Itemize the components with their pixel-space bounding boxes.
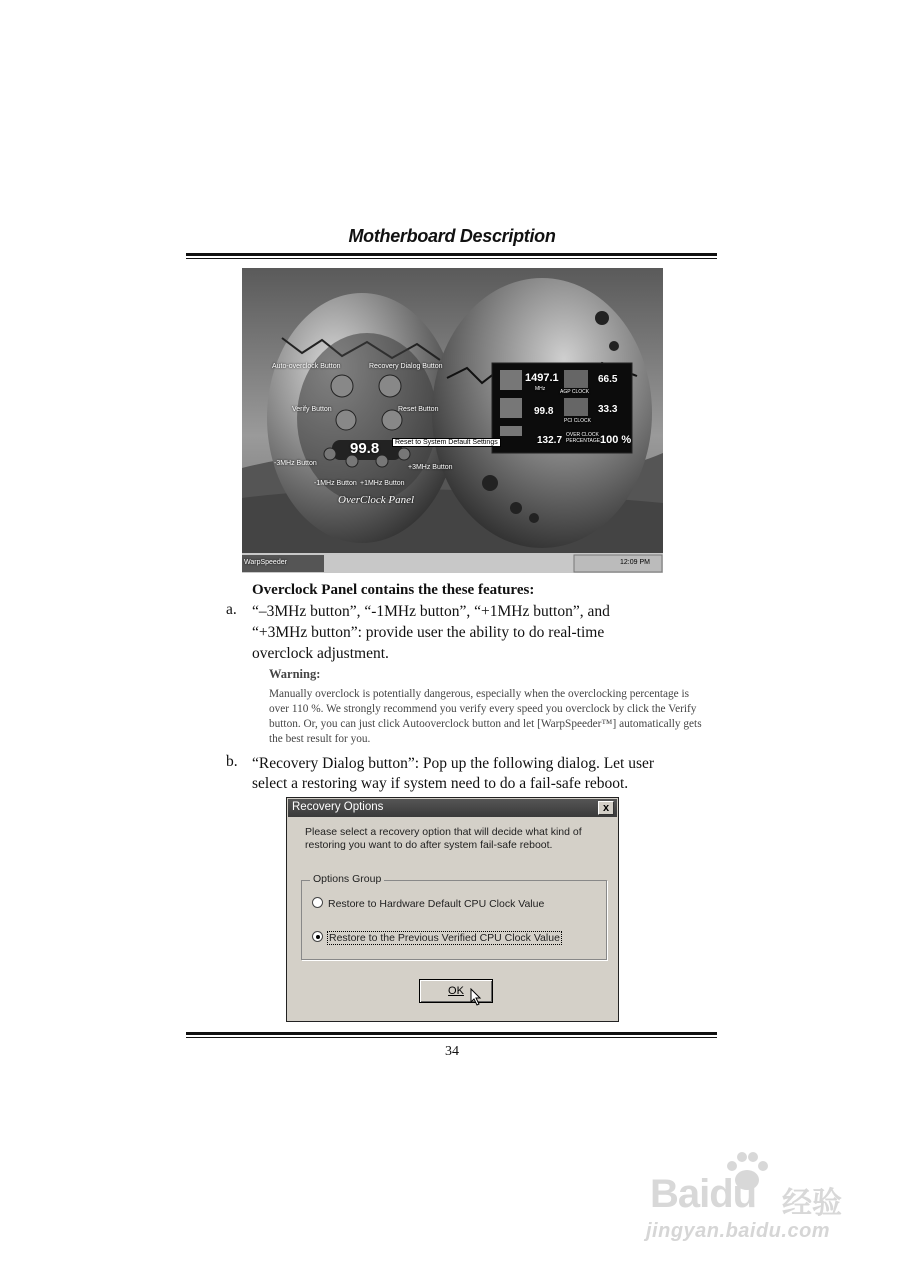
options-group <box>301 873 607 960</box>
cpu-clock-readout: 99.8 <box>534 406 554 417</box>
cpu-speed-unit: MHz <box>535 386 546 392</box>
item-b-line-1: “Recovery Dialog button”: Pop up the following dialog. Let user <box>252 755 655 772</box>
label-plus1mhz-button: +1MHz Button <box>360 480 405 487</box>
pci-clock-readout: 33.3 <box>598 404 618 415</box>
page-header-title: Motherboard Description <box>348 226 556 246</box>
close-icon[interactable]: x <box>598 801 614 815</box>
dialog-title: Recovery Options <box>292 801 384 813</box>
item-a-line-3: overclock adjustment. <box>252 645 389 662</box>
agp-clock-readout: 66.5 <box>598 374 618 385</box>
overclock-panel-logo: OverClock Panel <box>338 494 415 506</box>
option-previous-verified-label: Restore to the Previous Verified CPU Clock Value <box>329 932 560 944</box>
radio-hardware-default[interactable] <box>312 897 323 908</box>
warning-title: Warning: <box>269 667 321 681</box>
mouse-cursor-icon <box>470 988 482 1006</box>
overclock-panel-screenshot <box>242 268 663 573</box>
header-rule-thin <box>186 258 717 259</box>
item-a-line-1: “–3MHz button”, “-1MHz button”, “+1MHz button”, and <box>252 603 610 620</box>
label-minus1mhz-button: -1MHz Button <box>314 480 357 487</box>
label-reset-button: Reset Button <box>398 406 439 413</box>
features-heading: Overclock Panel contains the these features: <box>252 582 535 598</box>
item-b-line-2: select a restoring way if system need to do a fail-safe reboot. <box>252 775 629 792</box>
baidu-watermark <box>640 1150 870 1250</box>
reset-tooltip: Reset to System Default Settings <box>392 438 501 447</box>
item-b-marker: b. <box>226 753 238 770</box>
option-previous-verified[interactable] <box>312 931 561 944</box>
option-hardware-default[interactable] <box>312 897 544 910</box>
options-group-label: Options Group <box>310 873 384 885</box>
recovery-options-dialog <box>286 797 619 1022</box>
taskbar-clock: 12:09 PM <box>620 559 650 566</box>
label-auto-overclock-button: Auto-overclock Button <box>272 363 341 370</box>
header-rule-thick <box>186 253 717 256</box>
watermark-suffix: 经验 <box>782 1186 842 1221</box>
radio-previous-verified[interactable] <box>312 931 323 942</box>
ok-button-label: OK <box>448 985 464 997</box>
item-a-marker: a. <box>226 601 237 618</box>
taskbar-app-label: WarpSpeeder <box>244 559 287 566</box>
footer-rule-thin <box>186 1037 717 1038</box>
page-number: 34 <box>445 1044 459 1059</box>
label-minus3mhz-button: -3MHz Button <box>274 460 317 467</box>
item-a-line-2: “+3MHz button”: provide user the ability to do real-time <box>252 624 605 641</box>
option-hardware-default-label: Restore to Hardware Default CPU Clock Value <box>328 898 545 910</box>
watermark-logo: Baidu <box>650 1172 757 1216</box>
agp-clock-label: AGP CLOCK <box>560 389 590 395</box>
dialog-prompt: Please select a recovery option that will decide what kind of restoring you want to do after system fail-safe reboot. <box>305 826 582 851</box>
label-verify-button: Verify Button <box>292 406 332 413</box>
cpu-speed-readout: 1497.1 <box>525 372 559 384</box>
warning-text: Manually overclock is potentially dangerous, especially when the overclocking percentage is over 110 %. We strongly recommend you verify every speed you overclock by click the Verify button. Or, you can just click Autooverclock button and let [WarpSpeeder™] automatically gets the best result for you. <box>269 688 702 745</box>
dialog-titlebar[interactable] <box>288 799 617 817</box>
memory-clock-readout: 132.7 <box>537 435 563 446</box>
overclock-percentage-label: OVER CLOCK PERCENTAGE: <box>566 432 602 444</box>
footer-rule-thick <box>186 1032 717 1035</box>
label-plus3mhz-button: +3MHz Button <box>408 464 453 471</box>
pci-clock-label: PCI CLOCK <box>564 418 591 424</box>
overclock-panel-graphic <box>242 268 663 573</box>
label-recovery-dialog-button: Recovery Dialog Button <box>369 363 443 370</box>
frequency-readout: 99.8 <box>350 440 380 457</box>
watermark-url: jingyan.baidu.com <box>646 1220 831 1242</box>
overclock-percentage-readout: 100 % <box>600 434 632 446</box>
